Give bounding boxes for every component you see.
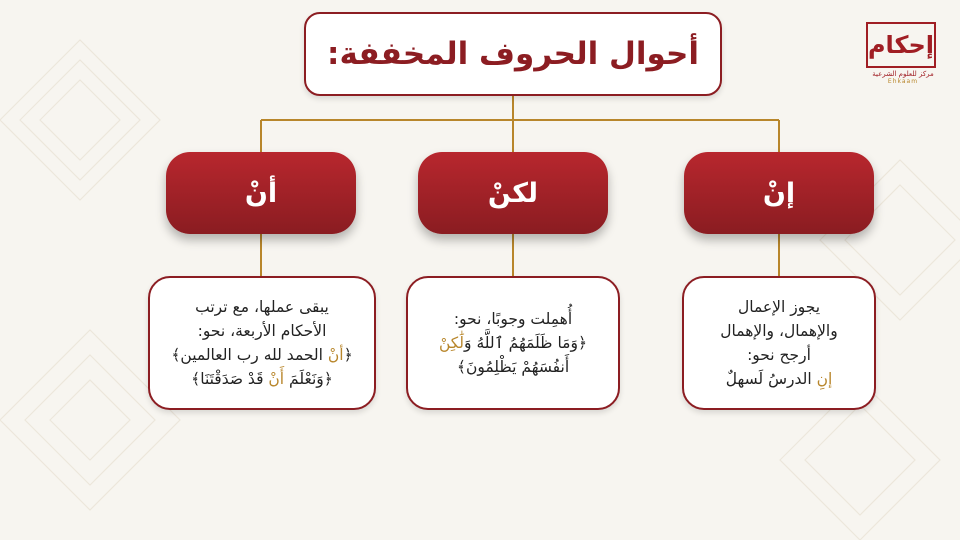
card-line: والإهمال، والإهمال [720, 322, 838, 340]
highlight-word: إنِ [816, 370, 833, 388]
logo-subtitle: مركز للعلوم الشرعية [872, 70, 934, 78]
node-in-label: إنْ [762, 177, 796, 209]
page-title: أحوال الحروف المخففة: [327, 36, 699, 72]
card-line: إنِ الدرسُ لَسهلٌ [725, 370, 833, 388]
node-an-header [166, 152, 356, 234]
card-line: أُهمِلت وجوبًا، نحو: [453, 310, 573, 328]
node-an-label: أنْ [244, 177, 278, 209]
highlight-word: أنْ [327, 346, 344, 364]
logo-text: إحكام [867, 31, 935, 59]
node-lakin-card [406, 276, 620, 410]
card-line: ﴿أنْ الحمد لله رب العالمين﴾ [171, 346, 353, 364]
logo-tagline: Ehkaam [887, 78, 919, 85]
node-an-card [148, 276, 376, 410]
title-box [304, 12, 722, 96]
node-in-card [682, 276, 876, 410]
highlight-word: أَنْ [268, 370, 285, 388]
logo [866, 22, 940, 85]
node-lakin-label: لكنْ [487, 177, 539, 209]
card-line: الأحكام الأربعة، نحو: [197, 322, 327, 340]
node-lakin-header [418, 152, 608, 234]
card-line: أرجح نحو: [747, 346, 811, 364]
card-line: ﴿وَمَا ظَلَمَهُمُ ٱللَّهُ وَلَٰكِنْ [438, 334, 588, 352]
card-line: يجوز الإعمال [737, 298, 821, 316]
card-line: يبقى عملها، مع ترتب [195, 298, 329, 316]
node-in-header [684, 152, 874, 234]
logo-mark [866, 22, 936, 68]
card-line: أَنفُسَهُمْ يَظْلِمُونَ﴾ [456, 358, 570, 376]
card-line: ﴿وَنَعْلَمَ أَنْ قَدْ صَدَقْتَنَا﴾ [191, 370, 333, 388]
highlight-word: لَٰكِنْ [438, 334, 465, 352]
